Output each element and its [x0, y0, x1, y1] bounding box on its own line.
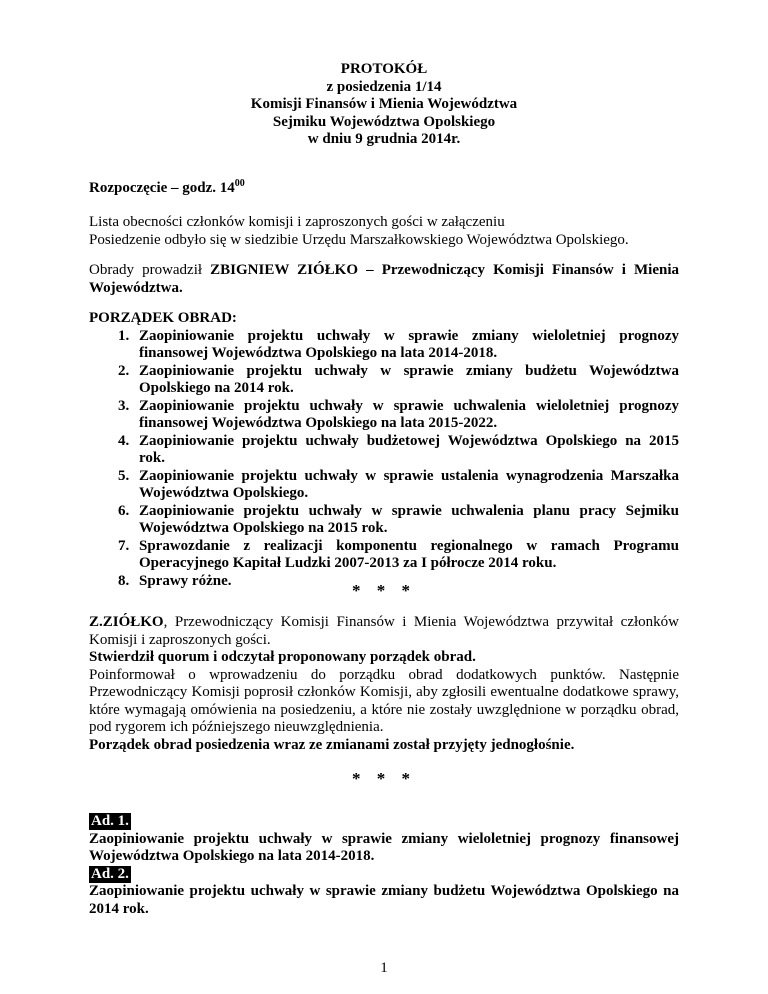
agenda-item-number: 5.: [118, 467, 130, 484]
section-separator: * * *: [352, 581, 416, 600]
agenda-item-number: 8.: [118, 572, 130, 589]
ad1-label: Ad. 1.: [91, 813, 129, 829]
attendance-info: [89, 214, 679, 249]
agenda-item-text: Zaopiniowanie projektu uchwały w sprawie ustalenia wynagrodzenia Marszałka Województwa Opolskiego.: [139, 467, 679, 501]
chairperson-paragraph: [89, 262, 679, 297]
chair-role: – Przewodniczący Komisji Finansów i Mienia Województwa.: [89, 262, 680, 296]
assembly-name: Sejmiku Województwa Opolskiego: [272, 113, 496, 130]
attendance-line: Lista obecności członków komisji i zaproszonych gości w załączeniu: [89, 214, 505, 230]
agenda-item-number: 2.: [118, 362, 130, 379]
meeting-number: z posiedzenia 1/14: [326, 78, 442, 95]
agenda-item: [89, 328, 679, 363]
start-time: [89, 180, 679, 198]
start-time-minutes: 00: [234, 178, 245, 189]
protocol-header: [0, 61, 768, 149]
agenda-item-text: Zaopiniowanie projektu uchwały w sprawie zmiany budżetu Województwa Opolskiego na 2014 rok.: [139, 362, 679, 396]
agenda-item-number: 3.: [118, 397, 130, 414]
agenda-item: [89, 433, 679, 468]
quorum-statement: Stwierdził quorum i odczytał proponowany porządek obrad.: [89, 649, 476, 665]
agenda-item-text: Zaopiniowanie projektu uchwały w sprawie zmiany wieloletniej prognozy finansowej Województwa Opolskiego na lata 2014-2018.: [139, 327, 679, 361]
agenda-item: [89, 503, 679, 538]
agenda-item: [89, 538, 679, 573]
agenda-change-info: Poinformował o wprowadzeniu do porządku obrad dodatkowych punktów. Następnie Przewodniczący Komisji poprosił członków Komisji, aby zgłosili ewentualne dodatkowe sprawy, które wymagają omówienia na posiedzeniu, a które nie zostały uwzględnione w porządku obrad, pod rygorem ich późniejszego nieuwzględnienia.: [89, 666, 679, 735]
agenda-list: [89, 328, 679, 591]
proceedings-paragraph: [89, 614, 679, 754]
agenda-item-text: Sprawy różne.: [139, 572, 232, 589]
section-separator: * * *: [352, 769, 416, 788]
agenda-item-number: 1.: [118, 327, 130, 344]
agenda-item-text: Zaopiniowanie projektu uchwały budżetowej Województwa Opolskiego na 2015 rok.: [139, 432, 679, 466]
committee-name: Komisji Finansów i Mienia Województwa: [250, 96, 518, 112]
ad2-text: Zaopiniowanie projektu uchwały w sprawie zmiany budżetu Województwa Opolskiego na 2014 rok.: [89, 883, 679, 917]
agenda-item-number: 4.: [118, 432, 130, 449]
chair-name: ZBIGNIEW ZIÓŁKO: [210, 262, 359, 278]
agenda-title: PORZĄDEK OBRAD:: [89, 310, 237, 326]
meeting-date: w dniu 9 grudnia 2014r.: [307, 131, 461, 147]
agenda-item: [89, 468, 679, 503]
agenda-accepted: Porządek obrad posiedzenia wraz ze zmianami został przyjęty jednogłośnie.: [89, 736, 575, 753]
agenda-item-text: Sprawozdanie z realizacji komponentu regionalnego w ramach Programu Operacyjnego Kapitał Ludzki 2007-2013 za I półrocze 2014 roku.: [139, 537, 679, 571]
page-number: 1: [380, 960, 388, 976]
agenda-item-number: 7.: [118, 537, 130, 554]
ad1-section: [89, 813, 679, 918]
greeting: [89, 614, 679, 649]
agenda-item: [89, 398, 679, 433]
agenda-item-text: Zaopiniowanie projektu uchwały w sprawie uchwalenia wieloletniej prognozy finansowej Województwa Opolskiego na lata 2015-2022.: [139, 397, 679, 431]
location-line: Posiedzenie odbyło się w siedzibie Urzędu Marszałkowskiego Województwa Opolskiego.: [89, 231, 629, 248]
protocol-title: PROTOKÓŁ: [340, 61, 428, 77]
agenda-item-number: 6.: [118, 502, 130, 519]
ad2-label: Ad. 2.: [91, 865, 129, 882]
greeting-text: , Przewodniczący Komisji Finansów i Mienia Województwa przywitał członków Komisji i zaproszonych gości.: [89, 614, 679, 648]
chair-prefix: Obrady prowadził: [89, 262, 203, 278]
greeting-name: Z.ZIÓŁKO: [89, 614, 164, 630]
agenda-item: [89, 363, 679, 398]
ad1-text: Zaopiniowanie projektu uchwały w sprawie zmiany wieloletniej prognozy finansowej Województwa Opolskiego na lata 2014-2018.: [89, 830, 679, 864]
start-time-label: Rozpoczęcie – godz. 14: [89, 180, 235, 196]
agenda-item-text: Zaopiniowanie projektu uchwały w sprawie uchwalenia planu pracy Sejmiku Województwa Opolskiego na 2015 rok.: [139, 502, 679, 536]
agenda-section: [89, 310, 679, 590]
